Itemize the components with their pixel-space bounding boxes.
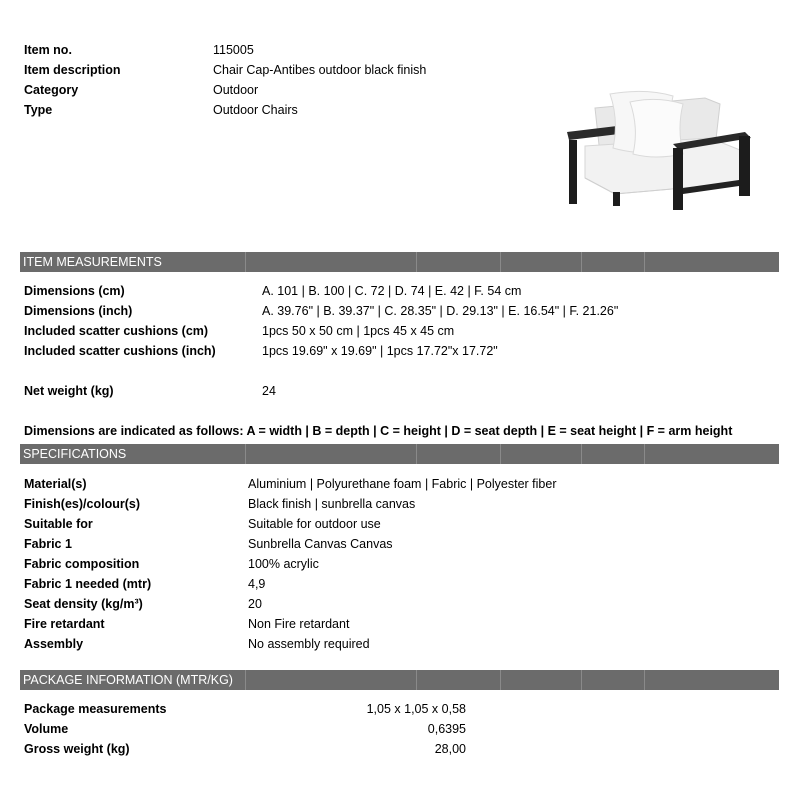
item-measurements-title: ITEM MEASUREMENTS [23,255,162,269]
gross-weight-value: 28,00 [434,742,466,756]
specifications-title: SPECIFICATIONS [23,447,127,461]
scatter-cushions-inch-label: Included scatter cushions (inch) [24,344,216,358]
finish-colour-label: Finish(es)/colour(s) [24,497,140,511]
assembly-label: Assembly [24,637,84,651]
fabric-needed-label: Fabric 1 needed (mtr) [24,577,152,591]
scatter-cushions-inch-value: 1pcs 19.69" x 19.69" | 1pcs 17.72"x 17.72" [262,344,498,358]
fabric-needed-value: 4,9 [248,577,266,591]
package-information-title: PACKAGE INFORMATION (MTR/KG) [23,673,233,687]
dimensions-cm-value: A. 101 | B. 100 | C. 72 | D. 74 | E. 42 | F. 54 cm [262,284,522,298]
fabric-1-label: Fabric 1 [24,537,72,551]
specifications-header [20,444,779,464]
fabric-1-value: Sunbrella Canvas Canvas [248,537,393,551]
suitable-for-value: Suitable for outdoor use [248,517,381,531]
fabric-composition-label: Fabric composition [24,557,140,571]
type-label: Type [24,103,53,117]
item-no-value: 115005 [213,43,254,57]
item-description-value: Chair Cap-Antibes outdoor black finish [213,63,427,77]
dimensions-inch-value: A. 39.76" | B. 39.37" | C. 28.35" | D. 29.13" | E. 16.54" | F. 21.26" [262,304,619,318]
product-image [555,88,765,220]
assembly-value: No assembly required [248,637,370,651]
item-no-label: Item no. [24,43,72,57]
gross-weight-label: Gross weight (kg) [24,742,130,756]
category-label: Category [24,83,79,97]
materials-label: Material(s) [24,477,87,491]
package-information-header [20,670,779,690]
volume-label: Volume [24,722,69,736]
package-measurements-label: Package measurements [24,702,167,716]
scatter-cushions-cm-value: 1pcs 50 x 50 cm | 1pcs 45 x 45 cm [262,324,455,338]
finish-colour-value: Black finish | sunbrella canvas [248,497,416,511]
type-value: Outdoor Chairs [213,103,298,117]
suitable-for-label: Suitable for [24,517,93,531]
net-weight-label: Net weight (kg) [24,384,114,398]
item-description-label: Item description [24,63,121,77]
scatter-cushions-cm-label: Included scatter cushions (cm) [24,324,209,338]
category-value: Outdoor [213,83,259,97]
seat-density-label: Seat density (kg/m³) [24,597,143,611]
package-measurements-value: 1,05 x 1,05 x 0,58 [366,702,466,716]
dimensions-inch-label: Dimensions (inch) [24,304,133,318]
dimensions-legend: Dimensions are indicated as follows: A = width | B = depth | C = height | D = seat depth | E = seat height | F = arm height [24,424,733,438]
fabric-composition-value: 100% acrylic [248,557,319,571]
item-measurements-header [20,252,779,272]
fire-retardant-value: Non Fire retardant [248,617,350,631]
seat-density-value: 20 [248,597,262,611]
fire-retardant-label: Fire retardant [24,617,105,631]
net-weight-value: 24 [262,384,276,398]
dimensions-cm-label: Dimensions (cm) [24,284,125,298]
volume-value: 0,6395 [427,722,466,736]
materials-value: Aluminium | Polyurethane foam | Fabric | Polyester fiber [248,477,557,491]
